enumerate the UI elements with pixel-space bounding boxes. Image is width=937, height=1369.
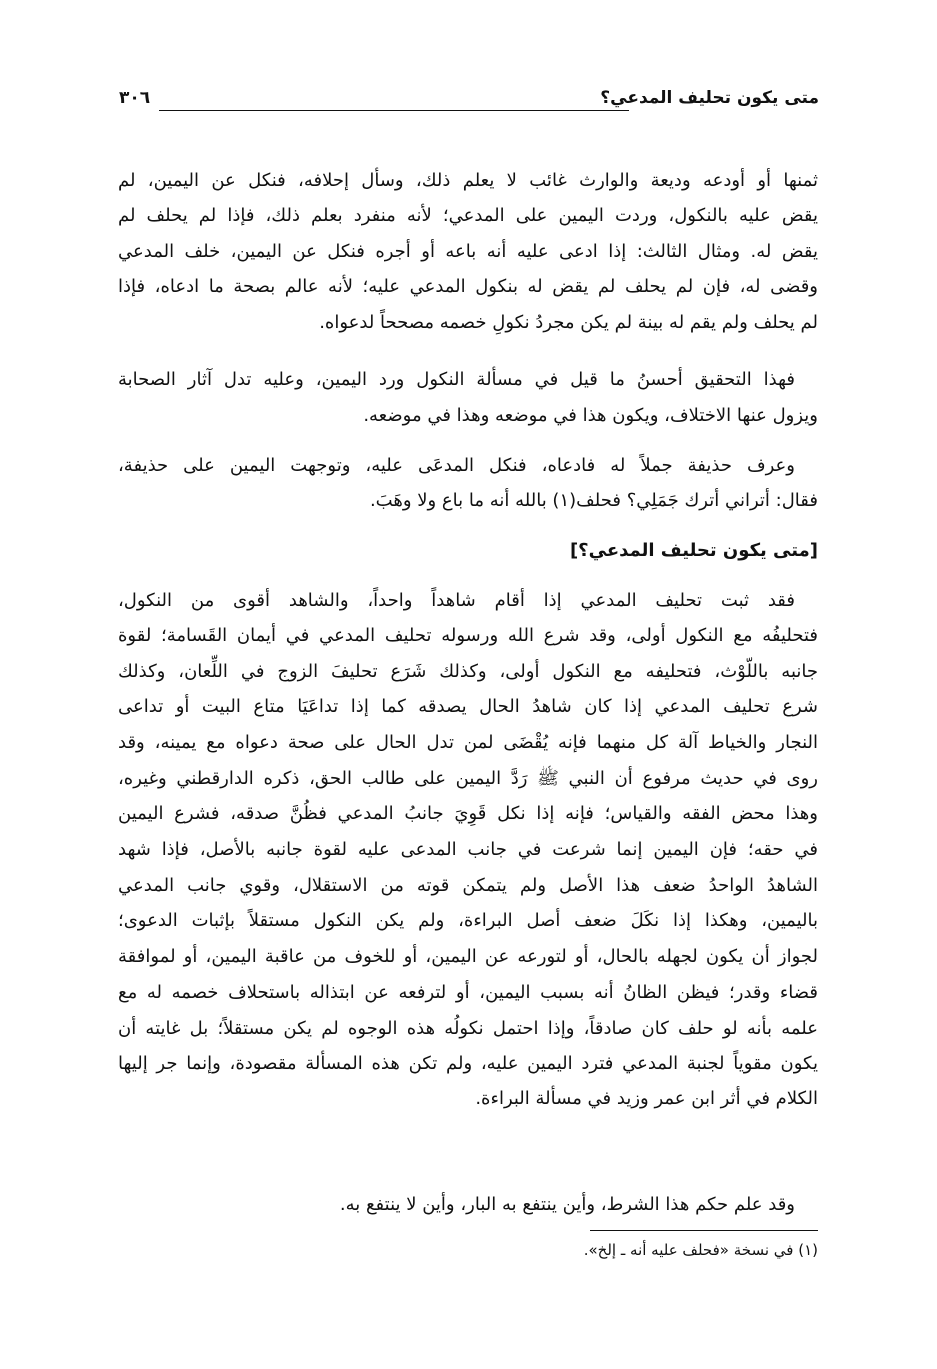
text-line: في حقه؛ فإن اليمين إنما شرعت في جانب المدعى عليه لقوة جانبه بالأصل، فإذا شهد	[118, 839, 818, 860]
header-rule	[159, 110, 629, 111]
text-line: يقض عليه بالنكول، وردت اليمين على المدعي؛ لأنه منفرد بعلم ذلك، فإذا لم يحلف لم	[118, 205, 818, 226]
page-number: ٣٠٦	[119, 88, 151, 108]
text-line: علمه بأنه لو حلف كان صادقاً، وإذا احتمل نكولُه هذه الوجوه لم يكن مستقلاً؛ بل غايته أن	[118, 1018, 818, 1039]
text-line: يقض له. ومثال الثالث: إذا ادعى عليه أنه باعه أو أجره فنكل عن اليمين، خلف المدعي	[118, 241, 818, 262]
text-line: روى في حديث مرفوع أن النبي ﷺ رَدَّ اليمين على طالب الحق، ذكره الدارقطني وغيره،	[118, 768, 818, 789]
text-line: باليمين، وهكذا إذا نكَلَ ضعف أصل البراءة، ولم يكن النكول مستقلاً بإثبات الدعوى؛	[118, 910, 818, 931]
text-line: وقد علم حكم هذا الشرط، وأين ينتفع به البار، وأين لا ينتفع به.	[339, 1194, 795, 1215]
section-heading: [متى يكون تحليف المدعي؟]	[569, 540, 818, 561]
text-line: ثمنها أو أودعه وديعة والوارث غائب لا يعلم ذلك، وسأل إحلافه، فنكل عن اليمين، لم	[118, 170, 818, 191]
text-line: الشاهدُ الواحدُ ضعف هذا الأصل ولم يتمكن قوته من الاستقلال، وقوي جانب المدعي	[118, 875, 818, 896]
text-line: لجواز أن يكون لجهله بالحال، أو لتورعه عن اليمين، أو للخوف من عاقبة اليمين، أو لموافقة	[118, 946, 818, 967]
running-header	[119, 88, 819, 116]
text-line: وقضى له، فإن لم يحلف لم يقض له بنكول المدعي عليه؛ لأنه عالم بصحة ما ادعاه، فإذا	[118, 276, 818, 297]
text-line: فقد ثبت تحليف المدعي إذا أقام شاهداً واحداً، والشاهد أقوى من النكول،	[118, 590, 795, 611]
text-line: يكون مقوياً لجنبة المدعي فترد اليمين عليه، ولم تكن هذه المسألة مقصودة، وإنما جر إليها	[118, 1053, 818, 1074]
text-line: جانبه باللّوْث، فتحليفه مع النكول أولى، وكذلك شَرَع تحليفَ الزوج في اللِّعان، وكذلك	[118, 661, 818, 682]
footnote: (١) في نسخة «فحلف عليه أنه ـ إلخ».	[583, 1241, 818, 1259]
footnote-rule	[590, 1230, 818, 1231]
text-line: ويزول عنها الاختلاف، ويكون هذا في موضعه وهذا في موضعه.	[363, 405, 818, 426]
text-line: شرع تحليف المدعي إذا كان شاهدُ الحال يصدقه كما إذا تداعَيَا متاع البيت أو تداعى	[118, 696, 818, 717]
text-line: وعرف حذيفة جملاً له فادعاه، فنكل المدعَى عليه، وتوجهت اليمين على حذيفة،	[118, 455, 795, 476]
text-line: لم يحلف ولم يقم له بينة لم يكن مجردُ نكولِ خصمه مصححاً لدعواه.	[319, 312, 818, 333]
text-line: وهذا محض الفقه والقياس؛ فإنه إذا نكل قَوِيَ جانبُ المدعي فظُنَّ صدقه، فشرع اليمين	[118, 803, 818, 824]
text-line: قضاء وقدر؛ فيظن الظانُ أنه بسبب اليمين، أو لترفعه عن ابتذاله باستحلاف خصمه له مع	[118, 982, 818, 1003]
text-line: الكلام في أثر ابن عمر وزيد في مسألة البراءة.	[475, 1088, 818, 1109]
text-line: فتحليفُه مع النكول أولى، وقد شرع الله ورسوله تحليف المدعي في أيمان القَسامة؛ لقوة	[118, 625, 818, 646]
text-line: فقال: أتراني أترك جَمَلِي؟ فحلف(١) بالله أنه ما باع ولا وهَبَ.	[369, 490, 818, 511]
text-line: فهذا التحقيق أحسنُ ما قيل في مسألة النكول ورد اليمين، وعليه تدل آثار الصحابة	[118, 369, 795, 390]
running-header-title: متى يكون تحليف المدعي؟	[600, 88, 819, 108]
text-line: النجار والخياط آلة كل منهما فإنه يُقْضَى لمن تدل الحال على صحة دعواه مع يمينه، وقد	[118, 732, 818, 753]
